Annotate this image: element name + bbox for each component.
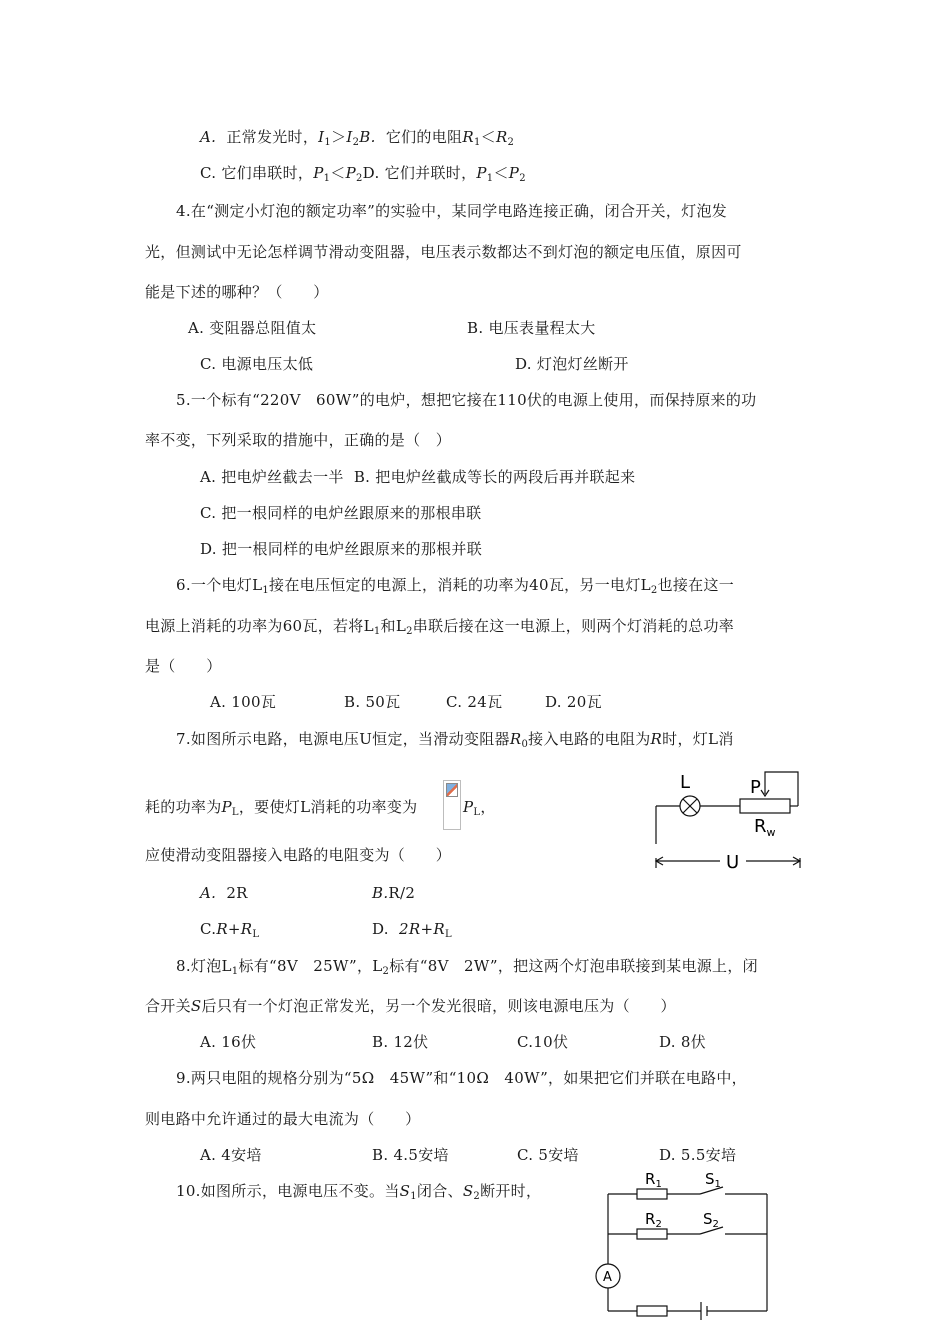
q7-stem-line3: 应使滑动变阻器接入电路的电阻变为（ ） [145,846,452,864]
rheostat-body [740,799,790,813]
q4-stem-line1: 4.在“测定小灯泡的额定功率”的实验中，某同学电路连接正确，闭合开关，灯泡发 [176,202,728,220]
q8-stem-line1: 8.灯泡$L_1$标有“8V 25W”，$L_2$标有“8V 2W”，把这两个灯泡串联接到某电源上，闭 [176,957,758,977]
q8-option-a: A. 16伏 [200,1033,257,1051]
resistor-r1 [637,1189,667,1199]
label-S1: $S_1$ [705,1170,721,1190]
q4-option-c: C. 电源电压太低 [200,355,314,373]
q9-stem-line2: 则电路中允许通过的最大电流为（ ） [145,1110,421,1128]
q8-option-d: D. 8伏 [659,1033,707,1051]
q8-stem-line2: 合开关S后只有一个灯泡正常发光，另一个发光很暗，则该电源电压为（ ） [145,997,676,1015]
resistor-bottom [637,1306,667,1316]
q7-option-a: A. 2R [200,884,248,902]
label-R2: $R_2$ [645,1210,662,1230]
q9-option-a: A. 4安培 [200,1146,262,1164]
q5-option-ab: A. 把电炉丝截去一半 B. 把电炉丝截成等长的两段后再并联起来 [200,468,636,486]
slider-wire [765,772,798,806]
q7-option-c: $C.R+R_L$ [200,920,260,940]
q6-option-d: D. 20瓦 [545,693,602,711]
q4-option-d: D. 灯泡灯丝断开 [515,355,629,373]
q4-stem-line3: 能是下述的哪种？（ ） [145,283,329,301]
q6-stem-line2: 电源上消耗的功率为60瓦，若将$L_1$和$L_2$串联后接在这一电源上，则两个灯消耗的总功率 [145,617,735,637]
q5-option-c: C. 把一根同样的电炉丝跟原来的那根串联 [200,504,482,522]
q6-stem-line3: 是（ ） [145,657,222,675]
label-Rw: $R_w$ [754,816,776,839]
label-P: P [750,777,761,798]
q7-option-d: D. $2R+R_L$ [372,920,452,940]
broken-image-icon [446,783,458,797]
q7-stem-line1: 7.如图所示电路，电源电压U恒定，当滑动变阻器$R_0$接入电路的电阻为R时，灯L消 [176,730,734,750]
q10-stem-line1: 10.如图所示，电源电压不变。当$S_1$闭合、$S_2$断开时， [176,1182,542,1202]
q8-option-c: C.10伏 [517,1033,569,1051]
q7-option-b: B.R/2 [372,884,416,902]
resistor-r2 [637,1229,667,1239]
q6-option-c: C. 24瓦 [446,693,503,711]
label-U: U [726,852,740,873]
q6-stem-line1: 6.一个电灯$L_1$接在电压恒定的电源上，消耗的功率为40瓦，另一电灯$L_2$也接在这一 [176,576,735,596]
q9-stem-line1: 9.两只电阻的规格分别为“5Ω 45W”和“10Ω 40W”，如果把它们并联在电路中， [176,1069,747,1087]
q8-option-b: B. 12伏 [372,1033,429,1051]
q5-stem-line2: 率不变，下列采取的措施中，正确的是（ ） [145,431,452,449]
q3-option-cd: C. 它们串联时，$P_1<P_2D$. 它们并联时，$P_1<P_2$ [200,164,526,184]
fraction-image-placeholder [443,780,461,830]
q4-option-b: B. 电压表量程太大 [467,319,596,337]
q4-stem-line2: 光，但测试中无论怎样调节滑动变阻器，电压表示数都达不到灯泡的额定电压值，原因可 [145,243,742,261]
q9-option-c: C. 5安培 [517,1146,579,1164]
q9-option-b: B. 4.5安培 [372,1146,449,1164]
switch-s2 [700,1227,723,1234]
q7-stem-line2-tail: $P_L$， [463,798,496,818]
q5-stem-line1: 5.一个标有“220V 60W”的电炉，想把它接在110伏的电源上使用，而保持原来的功 [176,391,757,409]
q4-option-a: A. 变阻器总阻值太 [188,319,317,337]
q7-circuit-diagram [650,768,810,878]
label-A: A [603,1270,612,1285]
label-L: L [680,772,691,793]
q6-option-b: B. 50瓦 [344,693,401,711]
q9-option-d: D. 5.5安培 [659,1146,737,1164]
label-R1: $R_1$ [645,1170,662,1190]
q10-circuit-diagram [595,1166,775,1326]
q3-option-ab: A. 正常发光时，$I_1>I_2B$. 它们的电阻$R_1<R_2$ [200,128,515,148]
q6-option-a: A. 100瓦 [210,693,277,711]
label-S2: $S_2$ [703,1210,719,1230]
q5-option-d: D. 把一根同样的电炉丝跟原来的那根并联 [200,540,483,558]
q7-stem-line2: 耗的功率为$P_L$，要使灯L消耗的功率变为 [145,798,418,818]
